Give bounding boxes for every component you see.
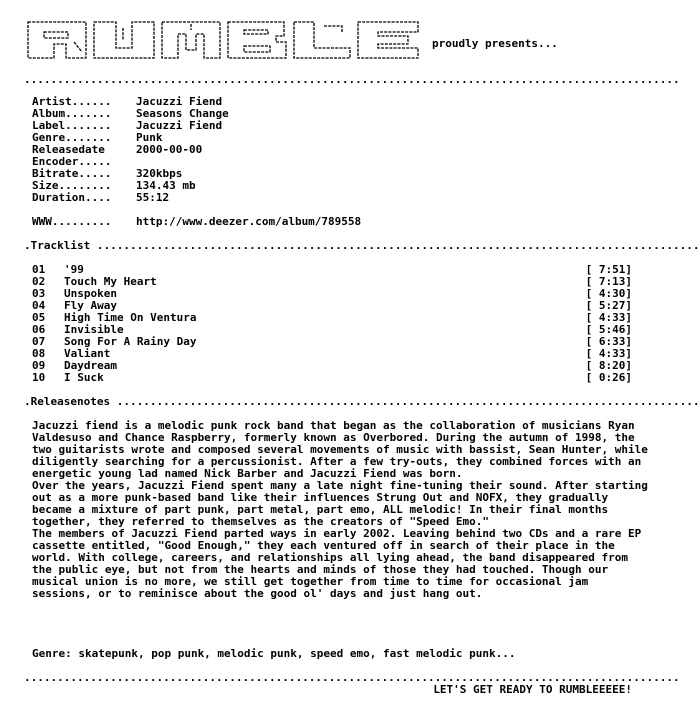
track-title: '99 <box>64 263 84 276</box>
rumble-logo <box>24 18 424 62</box>
separator-top: ................................................................................................... <box>24 73 680 86</box>
track-duration: [ 6:33] <box>585 335 632 348</box>
track-duration: [ 7:13] <box>585 275 632 288</box>
info-row-label: Label....... Jacuzzi Fiend <box>32 119 223 132</box>
tagline: proudly presents... <box>432 37 558 50</box>
info-row-www <box>32 216 361 228</box>
track-title: Song For A Rainy Day <box>64 335 197 348</box>
info-row-size: Size........ 134.43 mb <box>32 179 196 192</box>
track-row: 06 Invisible [ 5:46] <box>32 323 632 336</box>
info-row-album: Album....... Seasons Change <box>32 107 229 120</box>
info-row-bitrate: Bitrate..... 320kbps <box>32 167 183 180</box>
separator-bottom: ................................................................................................... <box>24 671 680 684</box>
track-title: Fly Away <box>64 299 117 312</box>
track-title: Touch My Heart <box>64 275 157 288</box>
track-duration: [ 4:30] <box>585 287 632 300</box>
track-duration: [ 5:46] <box>585 323 632 336</box>
info-row-encoder: Encoder..... <box>32 155 112 168</box>
genre-tags: Genre: skatepunk, pop punk, melodic punk, speed emo, fast melodic punk... <box>32 647 516 660</box>
footer-slogan: LET'S GET READY TO RUMBLEEEEE! <box>433 683 632 696</box>
www-key: WWW......... <box>32 215 112 228</box>
track-row: 05 High Time On Ventura [ 4:33] <box>32 311 632 324</box>
release-info <box>32 96 229 204</box>
releasenotes-paragraph: Over the years, Jacuzzi Fiend spent many a late night fine-tuning their sound. After starting out as a more punk-based band like their influences Strung Out and NOFX, they gradually became a mixture of part punk, part metal, part emo, ALL melodic! In their final months together, they referred to themselves as the creators of "Speed Emo." <box>32 479 648 528</box>
track-row: 10 I Suck [ 0:26] <box>32 371 632 384</box>
track-row: 08 Valiant [ 4:33] <box>32 347 632 360</box>
info-row-artist: Artist...... Jacuzzi Fiend <box>32 95 223 108</box>
track-title: I Suck <box>64 371 104 384</box>
track-title: Invisible <box>64 323 124 336</box>
tracklist <box>32 264 632 384</box>
track-duration: [ 5:27] <box>585 299 632 312</box>
track-duration: [ 7:51] <box>585 263 632 276</box>
releasenotes-heading: .Releasenotes ........................................................................................ <box>24 395 700 408</box>
track-duration: [ 4:33] <box>585 311 632 324</box>
info-row-genre: Genre....... Punk <box>32 131 163 144</box>
track-row: 02 Touch My Heart [ 7:13] <box>32 275 632 288</box>
track-row: 04 Fly Away [ 5:27] <box>32 299 632 312</box>
track-duration: [ 8:20] <box>585 359 632 372</box>
tracklist-heading: .Tracklist ........................................................................................... <box>24 239 700 252</box>
logo-text: RUMBLE <box>26 20 30 21</box>
track-row: 07 Song For A Rainy Day [ 6:33] <box>32 335 632 348</box>
track-duration: [ 4:33] <box>585 347 632 360</box>
track-duration: [ 0:26] <box>585 371 632 384</box>
www-url[interactable]: http://www.deezer.com/album/789558 <box>136 215 362 228</box>
releasenotes-paragraph: Jacuzzi fiend is a melodic punk rock band that began as the collaboration of musicians Ryan Valdesuso and Chance Raspberry, formerly known as Overbored. During the autumn of 1998, the two guitarists wrote and composed several movements of music with bassist, Sean Hunter, while diligently searching for a percussionist. After a few try-outs, they combined forces with an energetic young lad named Nick Barber and Jacuzzi Fiend was born. <box>32 419 648 480</box>
info-row-duration: Duration.... 55:12 <box>32 191 170 204</box>
releasenotes-paragraph: The members of Jacuzzi Fiend parted ways in early 2002. Leaving behind two CDs and a rare EP cassette entitled, "Good Enough," they each ventured off in search of their place in the world. With college, careers, and relationships all lying ahead, the band disappeared from the public eye, but not from the hearts and minds of those they had touched. Though our musical union is no more, we still get together from time to time for occasional jam sessions, or to reminisce about the good ol' days and just hang out. <box>32 527 642 600</box>
track-title: High Time On Ventura <box>64 311 197 324</box>
track-title: Unspoken <box>64 287 117 300</box>
track-title: Valiant <box>64 347 111 360</box>
track-title: Daydream <box>64 359 117 372</box>
info-row-releasedate: Releasedate 2000-00-00 <box>32 143 203 156</box>
track-row: 01 '99 [ 7:51] <box>32 263 632 276</box>
track-row: 03 Unspoken [ 4:30] <box>32 287 632 300</box>
track-row: 09 Daydream [ 8:20] <box>32 359 632 372</box>
releasenotes-body <box>32 420 652 600</box>
